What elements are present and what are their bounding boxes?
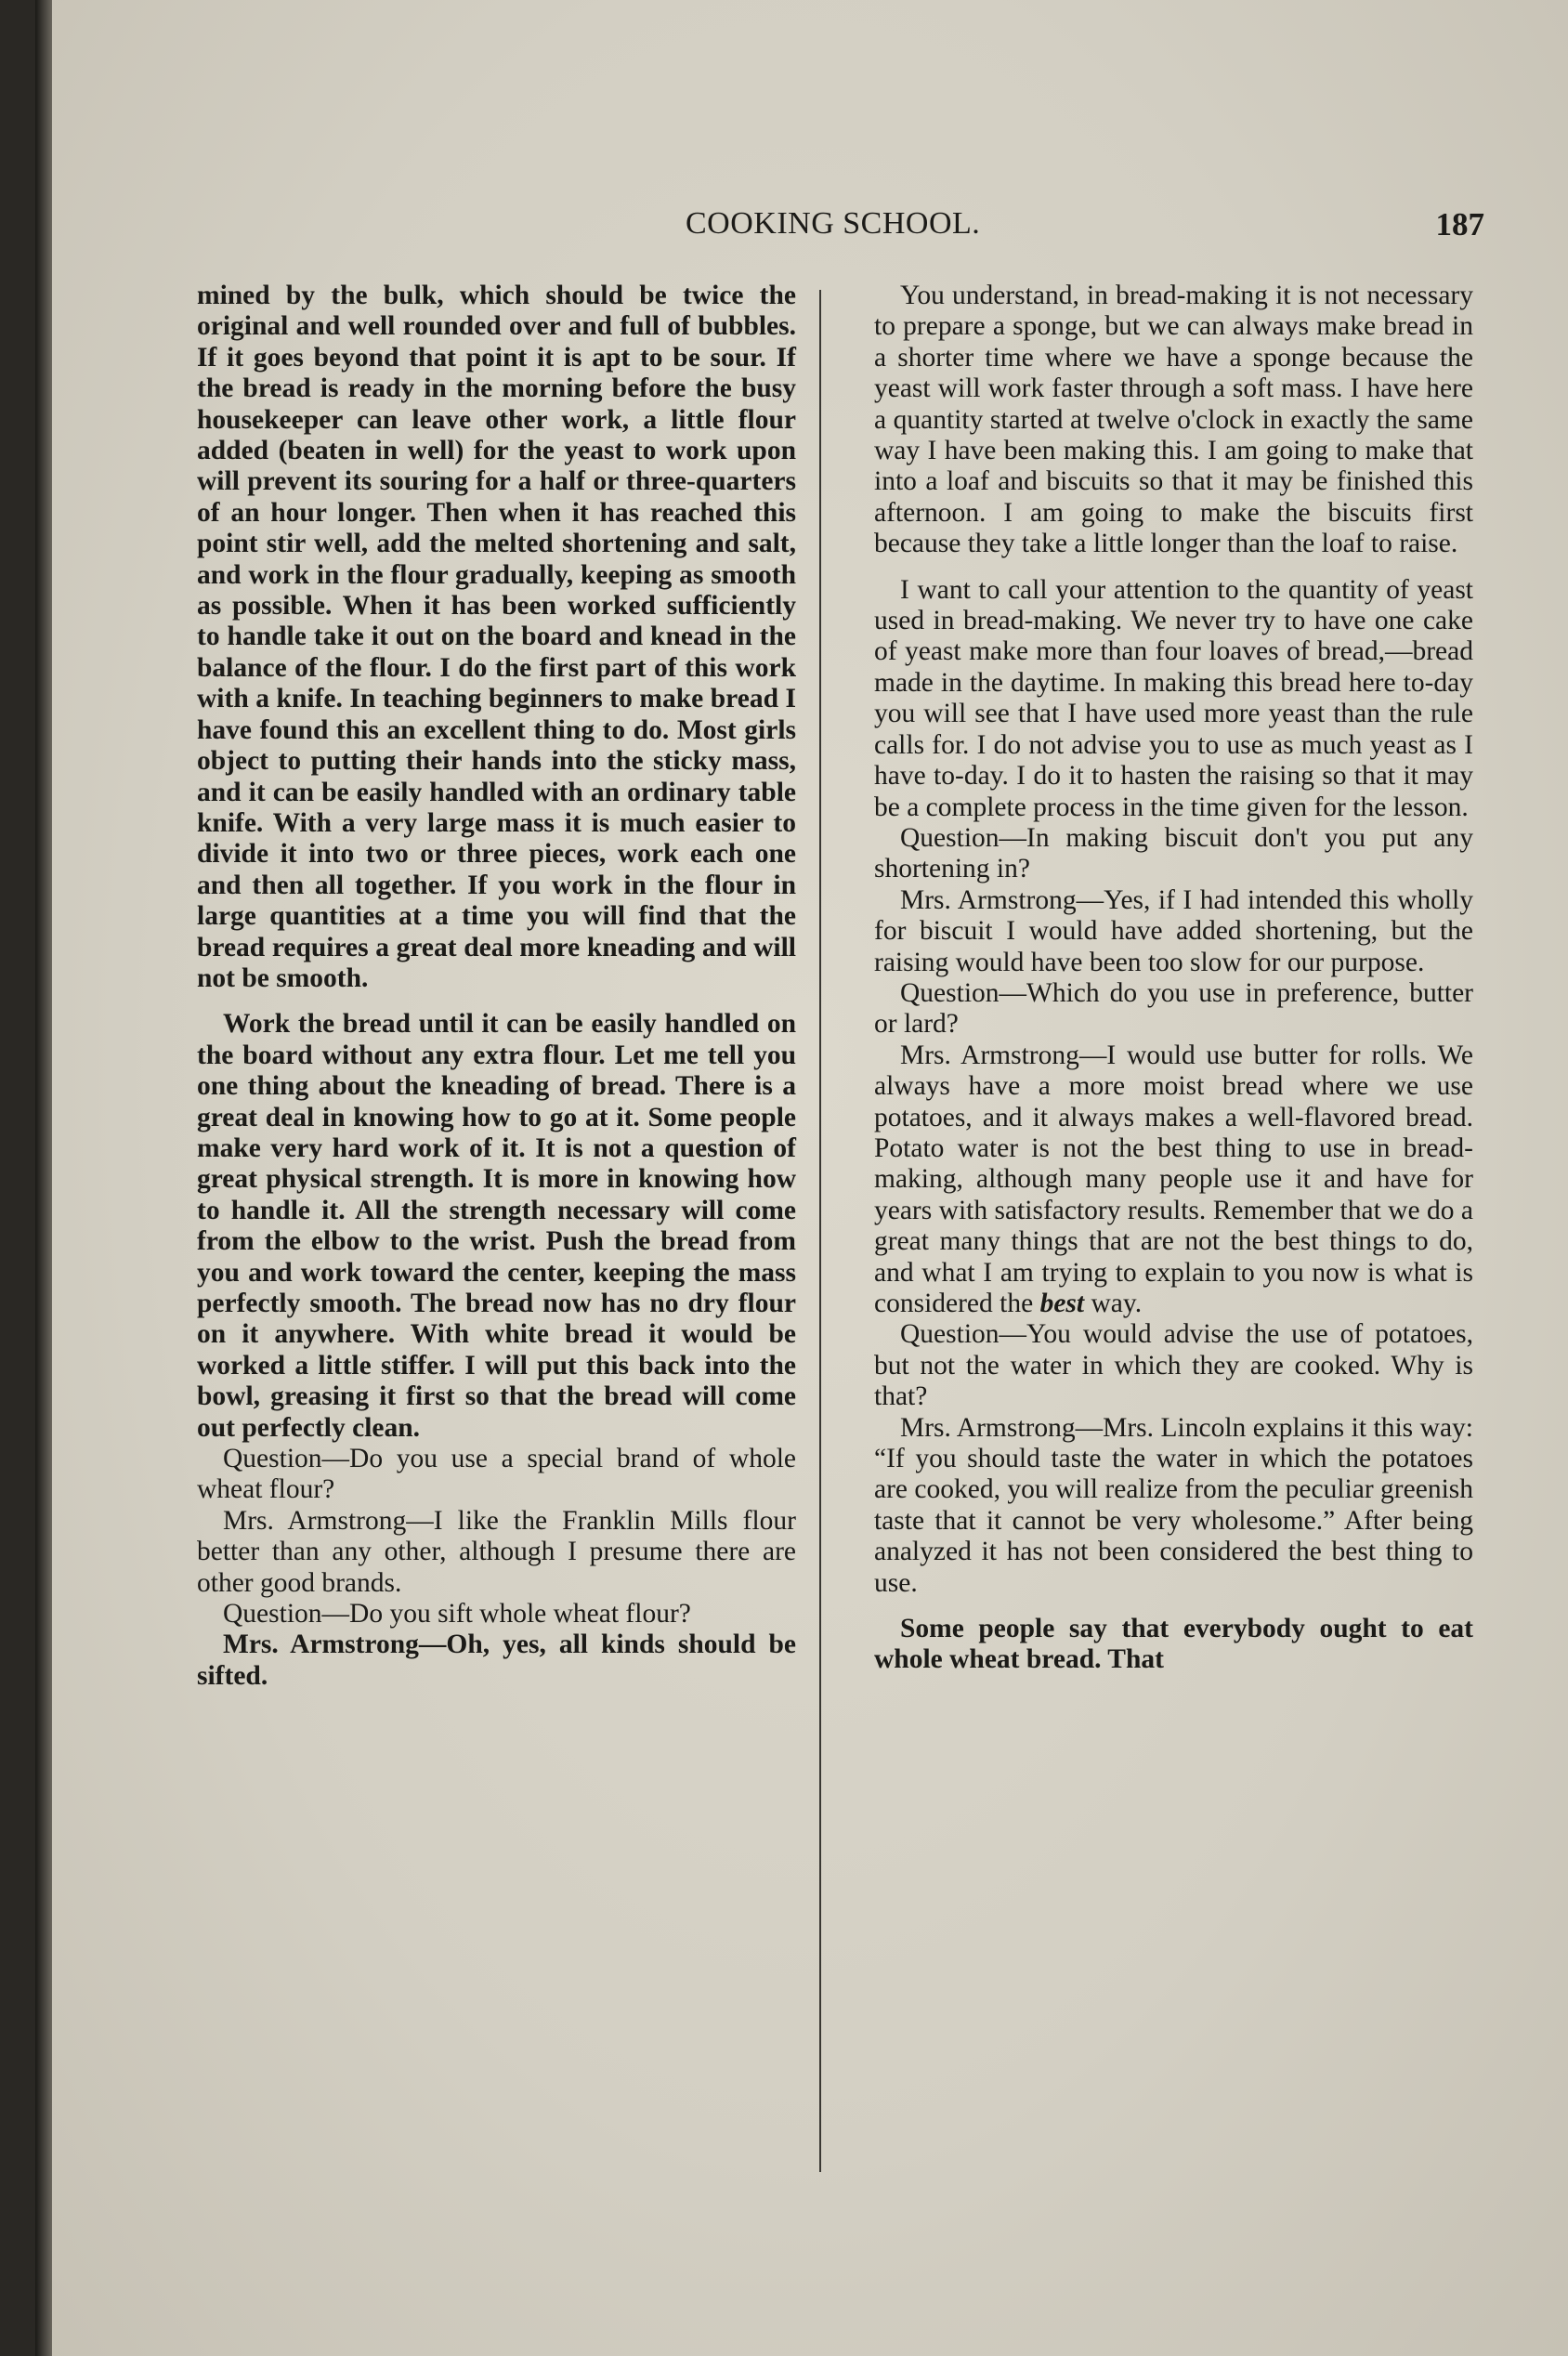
paragraph-text: Mrs. Armstrong—I would use butter for rolls. We always have a more moist bread where we use potatoes, and it always makes a well-flavored bread. Potato water is not the best thing to use in bread-making, although many people use it and have for years with satisfactory results. Remember that we do a great many things that are not the best things to do, and what I am trying to explain to you now is what is considered the [874,1040,1473,1318]
paragraph: Question—You would advise the use of potatoes, but not the water in which they are cooked. Why is that? [874,1319,1473,1412]
paragraph: Some people say that everybody ought to eat whole wheat bread. That [874,1614,1473,1675]
paragraph: Question—In making biscuit don't you put any shortening in? [874,822,1473,884]
paragraph: Question—Which do you use in preference, butter or lard? [874,977,1473,1040]
paragraph: Work the bread until it can be easily handled on the board without any extra flour. Let me tell you one thing about the kneading of bread. There is a great deal in knowing how to go at it. Some people make very hard work of it. It is not a question of great physical strength. It is more in knowing how to handle it. All the strength necessary will come from the elbow to the wrist. Push the bread from you and work toward the center, keeping the mass perfectly smooth. The bread now has no dry flour on it anywhere. With white bread it would be worked a little stiffer. I will put this back into the bowl, greasing it first so that the bread will come out perfectly clean. [197,1009,796,1443]
running-title: COOKING SCHOOL. [686,206,981,241]
paragraph: Question—Do you sift whole wheat flour? [223,1599,691,1630]
paragraph: Mrs. Armstrong—Yes, if I had intended this wholly for biscuit I would have added shortening, but the raising would have been too slow for our purpose. [874,884,1473,977]
page-spine-shadow [35,0,52,2356]
paragraph: Mrs. Armstrong—I like the Franklin Mills flour better than any other, although I presume there are other good brands. [197,1505,796,1598]
paragraph: I want to call your attention to the quantity of yeast used in bread-making. We never try to have one cake of yeast make more than four loaves of bread,—bread made in the daytime. In making this bread here to-day you will see that I have used more yeast than the rule calls for. I do not advise you to use as much yeast as I have to-day. I do it to hasten the raising so that it may be a complete process in the time given for the lesson. [874,574,1473,822]
book-page [35,0,1568,2356]
paragraph: Mrs. Armstrong—Mrs. Lincoln explains it this way: “If you should taste the water in which the potatoes are cooked, you will realize from the peculiar greenish taste that it cannot be very wholesome.” After being analyzed it has not been considered the best thing to use. [874,1412,1473,1598]
emphasis-text: best [1039,1289,1085,1318]
column-divider [819,290,821,2172]
page-number: 187 [1435,206,1484,242]
paragraph: You understand, in bread-making it is not necessary to prepare a sponge, but we can always make bread in a shorter time where we have a sponge because the yeast will work faster through a soft mass. I have here a quantity started at twelve o'clock in exactly the same way I have been making this. I am going to make that into a loaf and biscuits so that it may be finished this afternoon. I am going to make the biscuits first because they take a little longer than the loaf to raise. [874,281,1473,559]
left-column [197,281,796,1692]
paragraph: mined by the bulk, which should be twice the original and well rounded over and full of bubbles. If it goes beyond that point it is apt to be sour. If the bread is ready in the morning before the busy housekeeper can leave other work, a little flour added (beaten in well) for the yeast to work upon will prevent its souring for a half or three-quarters of an hour longer. Then when it has reached this point stir well, add the melted shortening and salt, and work in the flour gradually, keeping as smooth as possible. When it has been worked sufficiently to handle take it out on the board and knead in the balance of the flour. I do the first part of this work with a knife. In teaching beginners to make bread I have found this an excellent thing to do. Most girls object to putting their hands into the sticky mass, and it can be easily handled with an ordinary table knife. With a very large mass it is much easier to divide it into two or three pieces, work each one and then all together. If you work in the flour in large quantities at a time you will find that the bread requires a great deal more kneading and will not be smooth. [197,281,796,993]
paragraph-text: way. [1084,1289,1143,1318]
paragraph: Mrs. Armstrong—Oh, yes, all kinds should be sifted. [197,1630,796,1691]
paragraph: Question—Do you use a special brand of whole wheat flour? [197,1444,796,1505]
paragraph [874,1041,1473,1320]
page-header [686,206,1484,253]
right-column [874,281,1473,1676]
